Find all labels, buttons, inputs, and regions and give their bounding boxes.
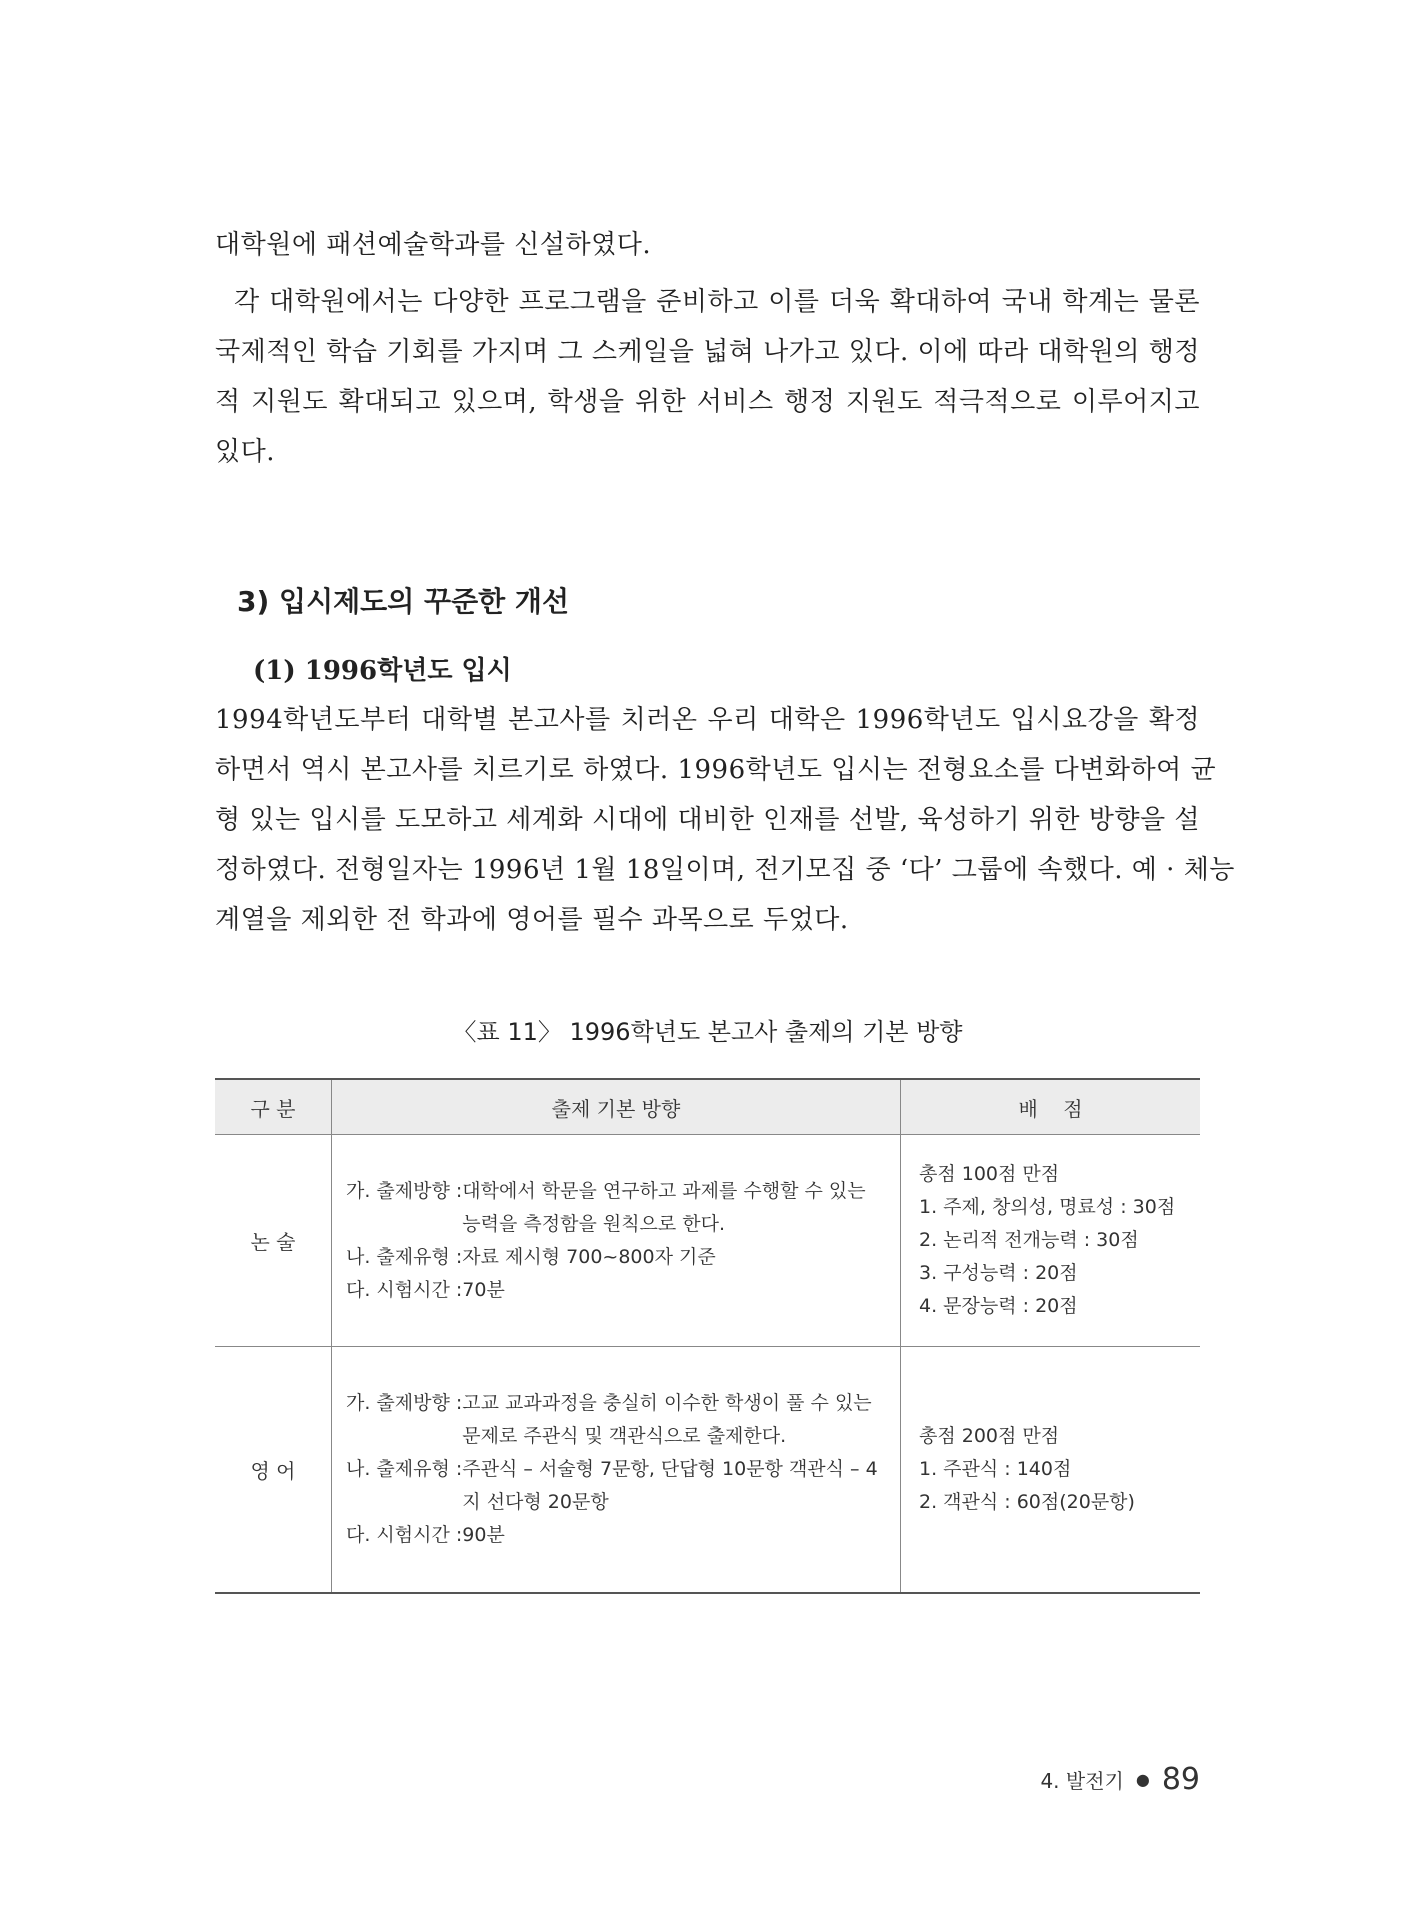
direction-label: 나. 출제유형 : xyxy=(346,1457,463,1480)
page-footer xyxy=(1040,1762,1200,1797)
bullet-separator-icon: ● xyxy=(1135,1770,1150,1789)
table-caption: 〈표 11〉 1996학년도 본고사 출제의 기본 방향 xyxy=(452,1018,963,1046)
direction-item xyxy=(346,1453,886,1519)
score-line: 2. 객관식 : 60점(20문항) xyxy=(919,1490,1135,1513)
direction-label: 다. 시험시간 : xyxy=(346,1278,463,1301)
table-row xyxy=(215,1347,1200,1593)
sub-heading: (1) 1996학년도 입시 xyxy=(253,656,512,686)
text-line: 있다. xyxy=(215,437,275,467)
chapter-label: 4. 발전기 xyxy=(1040,1769,1124,1793)
direction-text: 고교 교과과정을 충실히 이수한 학생이 풀 수 있는 문제로 주관식 및 객관식으로 출제한다. xyxy=(462,1391,872,1447)
paragraph-graduate-support xyxy=(215,277,1200,477)
direction-item xyxy=(346,1241,886,1274)
text-line: 대학원에 패션예술학과를 신설하였다. xyxy=(215,230,652,260)
row-score xyxy=(901,1347,1201,1593)
intro-paragraph xyxy=(215,220,1200,270)
header-score: 배 점 xyxy=(901,1079,1201,1135)
direction-label: 다. 시험시간 : xyxy=(346,1523,463,1546)
table-row xyxy=(215,1135,1200,1347)
text-line: 하면서 역시 본고사를 치르기로 하였다. 1996학년도 입시는 전형요소를 다변화하여 균 xyxy=(215,755,1217,785)
exam-direction-table xyxy=(215,1078,1200,1594)
row-directions xyxy=(332,1347,901,1593)
text-line: 형 있는 입시를 도모하고 세계화 시대에 대비한 인재를 선발, 육성하기 위한 방향을 설 xyxy=(215,805,1200,835)
direction-text: 대학에서 학문을 연구하고 과제를 수행할 수 있는 능력을 측정함을 원칙으로 한다. xyxy=(462,1179,866,1235)
direction-item xyxy=(346,1519,886,1552)
direction-label: 가. 출제방향 : xyxy=(346,1391,463,1414)
score-line: 2. 논리적 전개능력 : 30점 xyxy=(919,1229,1139,1251)
row-score xyxy=(901,1135,1201,1347)
score-line: 1. 주관식 : 140점 xyxy=(919,1457,1072,1480)
text-line: 1994학년도부터 대학별 본고사를 치러온 우리 대학은 1996학년도 입시요강을 확정 xyxy=(215,705,1200,735)
score-line: 총점 100점 만점 xyxy=(919,1163,1060,1185)
score-line: 4. 문장능력 : 20점 xyxy=(919,1295,1078,1317)
direction-text: 자료 제시형 700~800자 기준 xyxy=(462,1245,716,1268)
score-line: 3. 구성능력 : 20점 xyxy=(919,1262,1078,1284)
direction-item xyxy=(346,1387,886,1453)
section-heading: 3) 입시제도의 꾸준한 개선 xyxy=(237,585,570,618)
table-header-row xyxy=(215,1079,1200,1135)
direction-item xyxy=(346,1175,886,1241)
row-directions xyxy=(332,1135,901,1347)
score-line: 총점 200점 만점 xyxy=(919,1424,1060,1447)
direction-text: 주관식 – 서술형 7문항, 단답형 10문항 객관식 – 4지 선다형 20문항 xyxy=(462,1457,878,1513)
score-line: 1. 주제, 창의성, 명료성 : 30점 xyxy=(919,1196,1176,1218)
text-line: 계열을 제외한 전 학과에 영어를 필수 과목으로 두었다. xyxy=(215,905,849,935)
page-number: 89 xyxy=(1161,1762,1200,1797)
text-line: 국제적인 학습 기회를 가지며 그 스케일을 넓혀 나가고 있다. 이에 따라 대학원의 행정 xyxy=(215,337,1200,367)
direction-text: 70분 xyxy=(462,1278,505,1301)
text-line: 정하였다. 전형일자는 1996년 1월 18일이며, 전기모집 중 ‘다’ 그룹에 속했다. 예 · 체능 xyxy=(215,855,1235,885)
text-line: 각 대학원에서는 다양한 프로그램을 준비하고 이를 더욱 확대하여 국내 학계는 물론 xyxy=(215,287,1200,317)
row-category: 논 술 xyxy=(215,1135,332,1347)
row-category: 영 어 xyxy=(215,1347,332,1593)
paragraph-1996-admission xyxy=(215,695,1235,945)
direction-label: 나. 출제유형 : xyxy=(346,1245,463,1268)
direction-item xyxy=(346,1274,886,1307)
header-category: 구 분 xyxy=(215,1079,332,1135)
header-direction: 출제 기본 방향 xyxy=(332,1079,901,1135)
text-line: 적 지원도 확대되고 있으며, 학생을 위한 서비스 행정 지원도 적극적으로 이루어지고 xyxy=(215,387,1200,417)
direction-label: 가. 출제방향 : xyxy=(346,1179,463,1202)
direction-text: 90분 xyxy=(462,1523,505,1546)
